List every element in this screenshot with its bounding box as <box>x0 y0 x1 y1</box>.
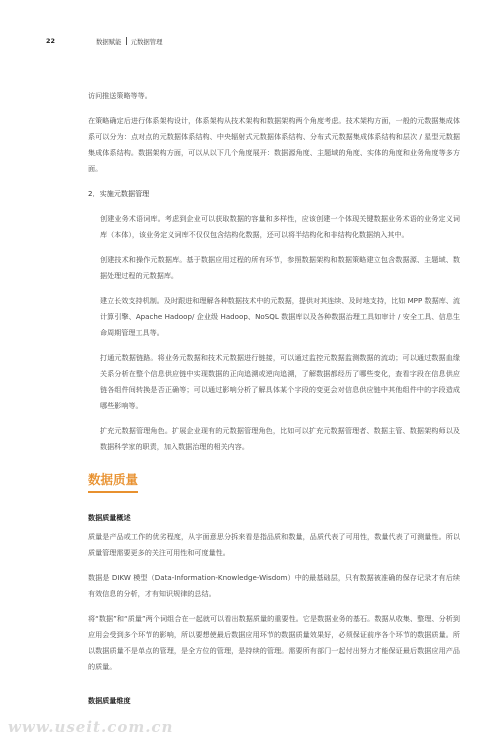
subsection-heading: 2．实施元数据管理 <box>88 189 150 199</box>
paragraph: 数据是 DIKW 模型（Data-Information-Knowledge-Wisdom）中的最基础层，只有数据被准确的保存记录才有后续有效信息的分析，才有知识规律的总结。 <box>88 572 460 599</box>
page-header <box>46 37 456 49</box>
site-watermark: www.useit.com.cn <box>8 718 174 736</box>
list-item: 建立长效支持机制。及时跟进和理解各种数据技术中的元数据，提供对其连续、及时地支持，比如 MPP 数据库、流计算引擎、Apache Hadoop/ 企业级 Hadoop、NoSQL 数据库以及各种数据治理工具如审计 / 安全工具、信息生命周期管理工具等。 <box>100 295 460 337</box>
section-title: 数据质量 <box>88 470 138 493</box>
paragraph: 质量是产品或工作的优劣程度，从字面意思分拆来看是指品质和数量，品质代表了可用性，数量代表了可测量性。所以质量管理需要更多的关注可用性和可度量性。 <box>88 532 460 558</box>
page-number: 22 <box>46 37 55 45</box>
running-title <box>96 37 163 46</box>
book-title: 数据赋能 <box>96 38 122 46</box>
list-item: 创建技术和操作元数据库。基于数据应用过程的所有环节，参照数据架构和数据策略建立包含数据源、主题域、数据处理过程的元数据库。 <box>100 254 460 280</box>
list-item: 打通元数据链路。将业务元数据和技术元数据进行链接，可以通过监控元数据监测数据的流动；可以通过数据血缘关系分析在整个信息供应链中实现数据的正向追溯或逆向追溯，了解数据都经历了哪些变化，查看字段在信息供应链各组件间转换是否正确等；可以通过影响分析了解具体某个字段的变更会对信息供应链中其他组件中的字段造成哪些影响等。 <box>100 352 460 411</box>
page-body <box>88 88 460 709</box>
list-item: 扩充元数据管理角色。扩展企业现有的元数据管理角色，比如可以扩充元数据管理者、数据主管、数据架构师以及数据科学家的职责，加入数据治理的相关内容。 <box>100 425 460 452</box>
title-divider <box>126 37 127 45</box>
subheading: 数据质量维度 <box>88 695 131 705</box>
subheading: 数据质量概述 <box>88 512 131 522</box>
list-item: 创建业务术语词库。考虑到企业可以获取数据的容量和多样性，应该创建一个体现关键数据业务术语的业务定义词库（本体），该业务定义词库不仅仅包含结构化数据，还可以将半结构化和非结构化数据纳入其中。 <box>100 213 460 239</box>
paragraph: 将“数据”和“质量”两个词组合在一起就可以看出数据质量的重要性。它是数据业务的基石。数据从收集、整理、分析到应用会受到多个环节的影响，所以要想使最后数据应用环节的数据质量效果好，必须保证前序各个环节的数据质量。所以数据质量不是单点的管理，是全方位的管理，是持续的管理。需要所有部门一起付出努力才能保证最后数据应用产品的质量。 <box>88 613 460 672</box>
paragraph: 访问推送策略等等。 <box>88 91 152 100</box>
paragraph: 在策略确定后进行体系架构设计，体系架构从技术架构和数据架构两个角度考虑。技术架构方面，一般的元数据集成体系可以分为：点对点的元数据体系结构、中央辐射式元数据体系结构、分布式元数据集成体系结构和层次 / 星型元数据集成体系结构。数据架构方面，可以从以下几个角度展开：数据源角度、主题域的角度、实体的角度和业务角度等多方面。 <box>88 115 460 174</box>
chapter-title: 元数据管理 <box>130 38 163 46</box>
